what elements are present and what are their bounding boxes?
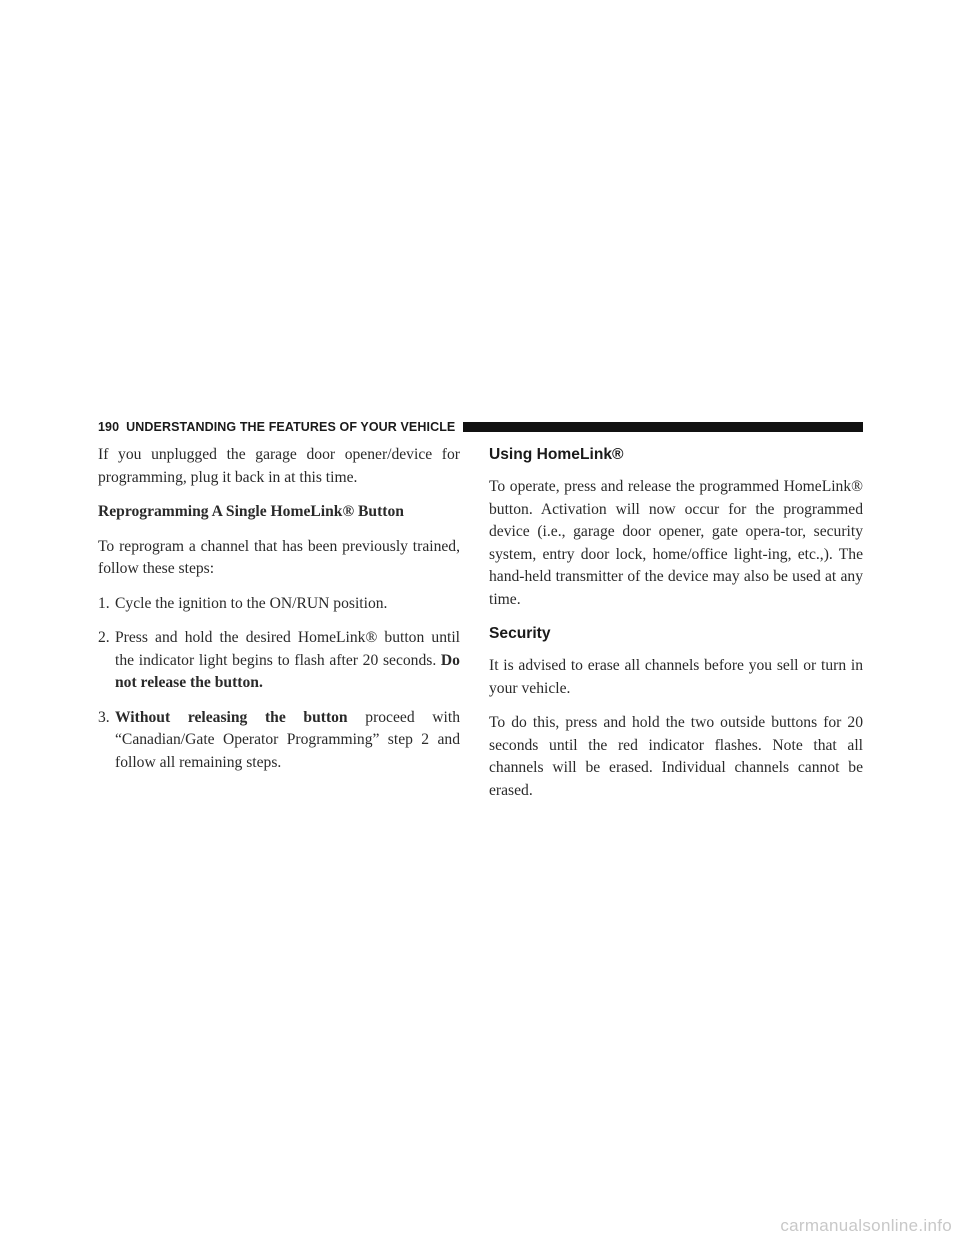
step-text: Press and hold the desired HomeLink® button until the indicator light begins to flash after 20 seconds.	[115, 629, 460, 669]
step-bold-text: Without releasing the button	[115, 708, 348, 726]
using-homelink-paragraph: To operate, press and release the programmed HomeLink® button. Activation will now occur for the programmed device (i.e., garage door opener, gate opera-tor, security system, entry door lock, home/office light-ing, etc.,). The hand-held transmitter of the device may also be used at any time.	[489, 478, 863, 608]
lead-paragraph: To reprogram a channel that has been previously trained, follow these steps:	[98, 537, 460, 577]
header-rule	[463, 422, 863, 432]
step-body	[115, 627, 460, 695]
right-column	[489, 444, 863, 814]
section-title: UNDERSTANDING THE FEATURES OF YOUR VEHICLE	[126, 419, 456, 434]
intro-paragraph: If you unplugged the garage door opener/device for programming, plug it back in at this time.	[98, 446, 460, 486]
step-text: proceed with “Canadian/Gate Operator Programming” step 2 and follow all remaining steps.	[115, 708, 460, 771]
step-item	[98, 593, 460, 616]
step-bold-text: Do not release the button.	[115, 651, 460, 691]
left-column	[98, 444, 460, 786]
step-item	[98, 627, 460, 695]
step-item	[98, 707, 460, 775]
using-homelink-heading: Using HomeLink®	[489, 446, 624, 463]
page-header	[98, 418, 863, 435]
security-paragraph-2: To do this, press and hold the two outside buttons for 20 seconds until the red indicator flashes. Note that all channels will be erased. Individual channels cannot be erased.	[489, 714, 863, 799]
header-text	[98, 420, 463, 434]
step-text: Cycle the ignition to the ON/RUN position.	[115, 594, 388, 612]
watermark-text: carmanualsonline.info	[780, 1216, 952, 1235]
step-number: 2.	[98, 629, 110, 646]
page-number: 190	[98, 419, 120, 434]
step-number: 1.	[98, 594, 110, 612]
security-paragraph-1: It is advised to erase all channels before you sell or turn in your vehicle.	[489, 657, 863, 697]
step-body	[115, 707, 460, 775]
step-number: 3.	[98, 708, 110, 726]
security-heading: Security	[489, 625, 551, 642]
reprogramming-heading: Reprogramming A Single HomeLink® Button	[98, 503, 404, 520]
